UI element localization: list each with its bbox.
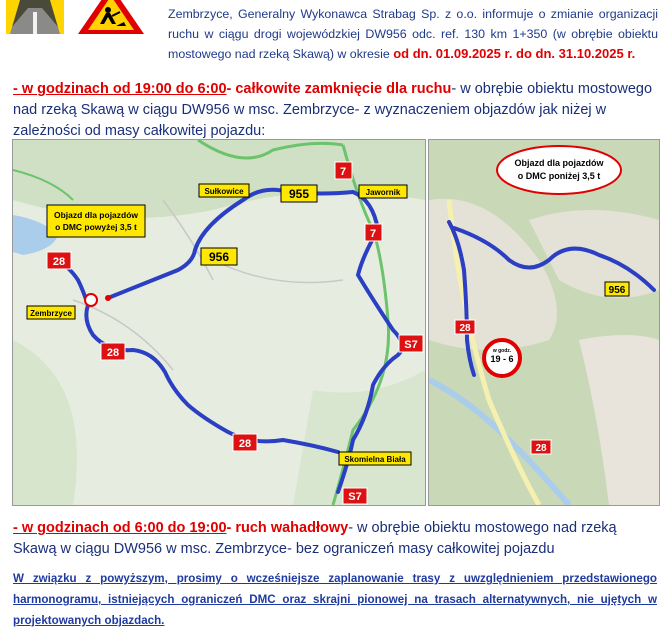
road-7-label: 7 [369, 228, 377, 240]
night-closure-paragraph [13, 79, 657, 142]
planning-notice: W związku z powyższym, prosimy o wcześniejsze zaplanowanie trasy z uwzględnieniem przedstawionego harmonogramu, istniejących ograniczeń DMC oraz skrajni pionowej na trasach alternatywnych, nie ujętych w projektowanych objazdach. [13, 572, 657, 627]
night-closure-desc: - w obrębie obiektu mostowego nad rzeką Skawą w ciągu DW956 w msc. Zembrzyce- z wyznaczeniem objazdów jak niżej w zależności od masy całkowitej pojazdu: [13, 81, 653, 139]
road-s7-label-south: S7 [348, 491, 362, 503]
sign-hours: 19 - 6 [490, 354, 514, 364]
town-sulkowice: Sułkowice [204, 187, 244, 196]
day-traffic-desc: - w obrębie obiektu mostowego nad rzeką Skawą w ciągu DW956 w msc. Zembrzyce- bez ograniczeń masy całkowitej pojazdu [13, 520, 617, 557]
heavy-detour-callout-2: o DMC powyżej 3,5 t [55, 222, 137, 232]
light-detour-callout-1: Objazd dla pojazdów [514, 158, 604, 168]
road-28-label-south: 28 [238, 438, 252, 450]
full-closure-label: - całkowite zamknięcie dla ruchu [226, 81, 452, 97]
road-28-label-west: 28 [52, 256, 66, 268]
period-dates: od dn. 01.09.2025 r. do dn. 31.10.2025 r. [393, 46, 636, 61]
detour-map-light-vehicles [428, 139, 660, 506]
detour-map-heavy-vehicles [12, 139, 426, 506]
light-detour-callout-2: o DMC poniżej 3,5 t [517, 171, 601, 181]
intro-text: Zembrzyce, Generalny Wykonawca Strabag Sp. z o.o. informuje o zmianie organizacji ruchu w ciągu drogi wojewódzkiej DW956 odc. ref. 130 km 1+350 (w obrębie obiektu mostowego nad rzeką Skawą) w okresie [168, 7, 658, 61]
road-s7-label-east: S7 [404, 339, 418, 351]
town-zembrzyce: Zembrzyce [30, 309, 72, 318]
road-955-label: 955 [288, 187, 310, 201]
road-956-label-right: 956 [608, 285, 626, 296]
announcement-intro [168, 4, 658, 64]
road-7-label-top: 7 [339, 166, 347, 178]
alternating-traffic-label: - ruch wahadłowy [226, 520, 349, 536]
day-traffic-paragraph [13, 518, 657, 560]
road-work-photo [6, 0, 64, 34]
road-28-label-right-bottom: 28 [535, 443, 547, 454]
road-28-label-right-top: 28 [459, 323, 471, 334]
road-works-warning-sign [78, 0, 144, 34]
heavy-detour-callout-1: Objazd dla pojazdów [53, 210, 139, 220]
road-28-label-mid: 28 [106, 347, 120, 359]
sign-prefix: w godz. [492, 348, 512, 354]
town-skomielna-biala: Skomielna Biała [344, 455, 406, 464]
closure-marker-icon [85, 294, 97, 306]
night-hours: - w godzinach od 19:00 do 6:00 [13, 81, 227, 97]
road-956-label: 956 [208, 250, 230, 264]
day-hours: - w godzinach od 6:00 do 19:00 [13, 520, 227, 536]
town-jawornik: Jawornik [365, 188, 401, 197]
